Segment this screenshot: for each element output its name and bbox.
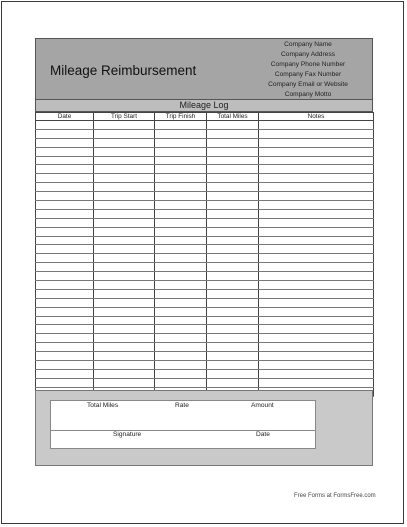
table-row bbox=[36, 209, 374, 218]
table-cell bbox=[207, 165, 259, 174]
table-cell bbox=[36, 281, 94, 290]
table-cell bbox=[155, 325, 207, 334]
table-cell bbox=[259, 147, 374, 156]
table-cell bbox=[155, 156, 207, 165]
table-row bbox=[36, 263, 374, 272]
table-cell bbox=[36, 369, 94, 378]
table-cell bbox=[155, 263, 207, 272]
summary-box bbox=[50, 400, 316, 449]
table-cell bbox=[207, 129, 259, 138]
table-cell bbox=[36, 352, 94, 361]
table-cell bbox=[259, 121, 374, 130]
table-row bbox=[36, 174, 374, 183]
table-cell bbox=[94, 236, 155, 245]
table-cell bbox=[36, 192, 94, 201]
table-row bbox=[36, 129, 374, 138]
summary-section bbox=[35, 390, 373, 466]
column-header-date: Date bbox=[36, 113, 94, 121]
table-cell bbox=[259, 334, 374, 343]
table-cell bbox=[207, 156, 259, 165]
table-cell bbox=[36, 316, 94, 325]
table-cell bbox=[259, 254, 374, 263]
mileage-log-table bbox=[35, 112, 374, 397]
table-row bbox=[36, 245, 374, 254]
table-cell bbox=[207, 209, 259, 218]
table-cell bbox=[259, 165, 374, 174]
table-cell bbox=[259, 316, 374, 325]
table-cell bbox=[207, 281, 259, 290]
table-row bbox=[36, 121, 374, 130]
form-page bbox=[1, 1, 404, 524]
table-row bbox=[36, 236, 374, 245]
table-cell bbox=[155, 254, 207, 263]
column-header-total-miles: Total Miles bbox=[207, 113, 259, 121]
table-cell bbox=[155, 129, 207, 138]
table-cell bbox=[259, 343, 374, 352]
table-row bbox=[36, 201, 374, 210]
table-cell bbox=[94, 209, 155, 218]
amount-label: Amount bbox=[251, 402, 274, 409]
table-cell bbox=[259, 201, 374, 210]
table-row bbox=[36, 138, 374, 147]
table-cell bbox=[36, 361, 94, 370]
table-cell bbox=[94, 343, 155, 352]
table-cell bbox=[94, 129, 155, 138]
table-cell bbox=[207, 378, 259, 387]
table-cell bbox=[259, 236, 374, 245]
table-cell bbox=[94, 307, 155, 316]
table-cell bbox=[155, 236, 207, 245]
table-cell bbox=[36, 254, 94, 263]
table-row bbox=[36, 369, 374, 378]
table-cell bbox=[36, 298, 94, 307]
table-row bbox=[36, 272, 374, 281]
table-cell bbox=[94, 147, 155, 156]
form-header bbox=[35, 38, 373, 100]
company-name: Company Name bbox=[284, 41, 332, 48]
table-cell bbox=[259, 209, 374, 218]
table-cell bbox=[207, 174, 259, 183]
table-cell bbox=[94, 378, 155, 387]
table-cell bbox=[94, 183, 155, 192]
table-cell bbox=[155, 138, 207, 147]
column-header-trip-finish: Trip Finish bbox=[155, 113, 207, 121]
table-cell bbox=[259, 289, 374, 298]
table-cell bbox=[259, 183, 374, 192]
table-cell bbox=[155, 147, 207, 156]
table-cell bbox=[207, 361, 259, 370]
table-cell bbox=[36, 209, 94, 218]
table-cell bbox=[94, 227, 155, 236]
table-cell bbox=[155, 343, 207, 352]
table-cell bbox=[36, 156, 94, 165]
mileage-log-rows bbox=[36, 121, 374, 397]
signature-label: Signature bbox=[113, 431, 142, 438]
table-row bbox=[36, 352, 374, 361]
company-address: Company Address bbox=[281, 50, 335, 58]
table-cell bbox=[94, 352, 155, 361]
table-row bbox=[36, 254, 374, 263]
table-cell bbox=[207, 236, 259, 245]
table-cell bbox=[207, 263, 259, 272]
table-cell bbox=[207, 121, 259, 130]
table-cell bbox=[259, 281, 374, 290]
company-fax: Company Fax Number bbox=[274, 70, 342, 78]
table-cell bbox=[94, 369, 155, 378]
table-cell bbox=[36, 121, 94, 130]
column-header-trip-start: Trip Start bbox=[94, 113, 155, 121]
table-cell bbox=[94, 325, 155, 334]
table-cell bbox=[94, 361, 155, 370]
table-cell bbox=[259, 325, 374, 334]
table-cell bbox=[155, 183, 207, 192]
table-cell bbox=[259, 218, 374, 227]
table-cell bbox=[94, 254, 155, 263]
table-row bbox=[36, 307, 374, 316]
table-row bbox=[36, 316, 374, 325]
table-cell bbox=[259, 192, 374, 201]
table-row bbox=[36, 147, 374, 156]
table-cell bbox=[36, 334, 94, 343]
table-cell bbox=[207, 289, 259, 298]
table-cell bbox=[155, 227, 207, 236]
table-cell bbox=[36, 272, 94, 281]
table-cell bbox=[155, 121, 207, 130]
table-cell bbox=[155, 201, 207, 210]
table-cell bbox=[207, 343, 259, 352]
footer-credit: Free Forms at FormsFree.com bbox=[294, 493, 376, 499]
table-cell bbox=[94, 156, 155, 165]
table-cell bbox=[259, 369, 374, 378]
table-cell bbox=[36, 174, 94, 183]
table-cell bbox=[259, 378, 374, 387]
table-cell bbox=[207, 272, 259, 281]
table-cell bbox=[155, 369, 207, 378]
table-cell bbox=[155, 298, 207, 307]
table-cell bbox=[207, 325, 259, 334]
table-row bbox=[36, 334, 374, 343]
table-row bbox=[36, 325, 374, 334]
company-phone: Company Phone Number bbox=[270, 60, 346, 68]
table-cell bbox=[36, 263, 94, 272]
table-row bbox=[36, 281, 374, 290]
table-cell bbox=[94, 192, 155, 201]
table-cell bbox=[155, 361, 207, 370]
table-cell bbox=[259, 263, 374, 272]
table-cell bbox=[259, 174, 374, 183]
table-cell bbox=[259, 352, 374, 361]
table-cell bbox=[94, 289, 155, 298]
table-row bbox=[36, 289, 374, 298]
table-cell bbox=[207, 245, 259, 254]
table-cell bbox=[259, 129, 374, 138]
table-cell bbox=[94, 263, 155, 272]
table-cell bbox=[259, 227, 374, 236]
table-cell bbox=[94, 281, 155, 290]
table-cell bbox=[36, 343, 94, 352]
table-cell bbox=[94, 138, 155, 147]
table-cell bbox=[94, 218, 155, 227]
table-cell bbox=[155, 281, 207, 290]
table-cell bbox=[259, 156, 374, 165]
table-header-row bbox=[36, 113, 374, 121]
table-cell bbox=[36, 245, 94, 254]
table-row bbox=[36, 165, 374, 174]
table-cell bbox=[94, 334, 155, 343]
company-motto: Company Motto bbox=[284, 90, 332, 98]
table-cell bbox=[207, 316, 259, 325]
mileage-log-title: Mileage Log bbox=[35, 100, 373, 112]
table-cell bbox=[155, 334, 207, 343]
table-row bbox=[36, 192, 374, 201]
table-cell bbox=[94, 121, 155, 130]
table-cell bbox=[207, 254, 259, 263]
table-cell bbox=[36, 138, 94, 147]
table-cell bbox=[94, 165, 155, 174]
table-row bbox=[36, 298, 374, 307]
table-cell bbox=[36, 147, 94, 156]
table-cell bbox=[207, 138, 259, 147]
table-cell bbox=[259, 245, 374, 254]
table-cell bbox=[259, 138, 374, 147]
table-cell bbox=[36, 129, 94, 138]
table-cell bbox=[207, 298, 259, 307]
table-cell bbox=[207, 183, 259, 192]
table-cell bbox=[259, 272, 374, 281]
table-cell bbox=[94, 174, 155, 183]
table-cell bbox=[36, 378, 94, 387]
table-cell bbox=[36, 165, 94, 174]
table-cell bbox=[155, 307, 207, 316]
table-cell bbox=[36, 325, 94, 334]
table-cell bbox=[94, 298, 155, 307]
company-info bbox=[244, 40, 372, 99]
table-cell bbox=[155, 289, 207, 298]
table-cell bbox=[155, 165, 207, 174]
table-cell bbox=[155, 174, 207, 183]
total-miles-label: Total Miles bbox=[87, 402, 119, 409]
table-cell bbox=[36, 227, 94, 236]
table-cell bbox=[155, 316, 207, 325]
table-cell bbox=[155, 209, 207, 218]
table-cell bbox=[36, 201, 94, 210]
table-cell bbox=[155, 218, 207, 227]
table-row bbox=[36, 183, 374, 192]
table-cell bbox=[155, 272, 207, 281]
company-email: Company Email or Website bbox=[268, 80, 348, 88]
column-header-notes: Notes bbox=[259, 113, 374, 121]
summary-signature-row bbox=[51, 431, 315, 449]
table-row bbox=[36, 343, 374, 352]
table-cell bbox=[94, 201, 155, 210]
table-row bbox=[36, 361, 374, 370]
table-cell bbox=[36, 289, 94, 298]
rate-label: Rate bbox=[175, 402, 189, 409]
table-row bbox=[36, 227, 374, 236]
summary-totals-row bbox=[51, 402, 315, 431]
table-cell bbox=[36, 236, 94, 245]
table-cell bbox=[155, 192, 207, 201]
table-cell bbox=[94, 316, 155, 325]
date-label: Date bbox=[256, 431, 270, 438]
table-cell bbox=[94, 245, 155, 254]
table-cell bbox=[259, 307, 374, 316]
table-cell bbox=[36, 218, 94, 227]
table-cell bbox=[94, 272, 155, 281]
table-cell bbox=[207, 334, 259, 343]
table-row bbox=[36, 218, 374, 227]
table-cell bbox=[155, 378, 207, 387]
table-cell bbox=[207, 307, 259, 316]
table-cell bbox=[207, 147, 259, 156]
table-row bbox=[36, 156, 374, 165]
table-row bbox=[36, 378, 374, 387]
form-title: Mileage Reimbursement bbox=[50, 63, 197, 78]
table-cell bbox=[155, 352, 207, 361]
table-cell bbox=[207, 218, 259, 227]
table-cell bbox=[36, 183, 94, 192]
table-cell bbox=[259, 361, 374, 370]
table-cell bbox=[207, 192, 259, 201]
table-cell bbox=[155, 245, 207, 254]
table-cell bbox=[207, 201, 259, 210]
table-cell bbox=[259, 298, 374, 307]
table-cell bbox=[207, 352, 259, 361]
table-cell bbox=[207, 227, 259, 236]
table-cell bbox=[207, 369, 259, 378]
table-cell bbox=[36, 307, 94, 316]
